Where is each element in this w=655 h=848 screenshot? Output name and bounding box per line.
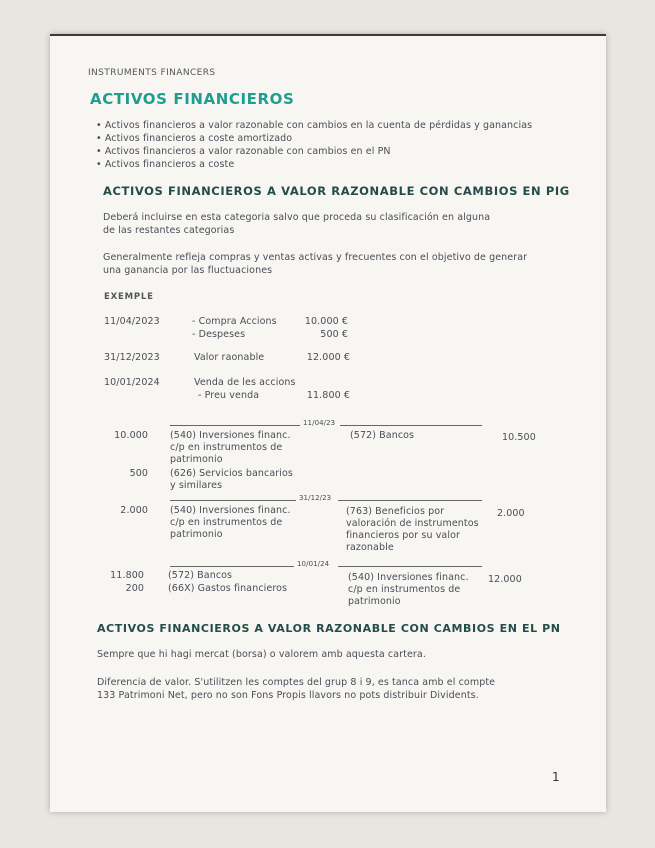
section2-heading: ACTIVOS FINANCIEROS A VALOR RAZONABLE CON CAMBIOS EN EL PN	[97, 622, 561, 635]
event-line-text: - Preu venda	[198, 390, 260, 401]
journal-divider	[170, 500, 296, 501]
credit-account: (572) Bancos	[350, 430, 415, 441]
debit-amount: 500	[129, 468, 148, 479]
debit-account: (540) Inversiones financ. c/p en instrumentos de patrimonio	[170, 430, 291, 465]
list-item: • Activos financieros a valor razonable con cambios en el PN	[96, 146, 391, 157]
credit-amount: 2.000	[497, 508, 525, 519]
example-label: EXEMPLE	[104, 292, 154, 302]
debit-amount: 11.800	[110, 570, 144, 581]
debit-account: (540) Inversiones financ. c/p en instrumentos de patrimonio	[170, 505, 291, 540]
event-line-text: Venda de les accions	[194, 377, 296, 388]
event-date: 31/12/2023	[104, 352, 160, 363]
event-line-amount: 11.800 €	[306, 390, 350, 401]
section2-paragraph2-line2: 133 Patrimoni Net, pero no son Fons Propis llavors no pots distribuir Dividents.	[97, 690, 479, 701]
list-item: • Activos financieros a coste	[96, 159, 235, 170]
credit-account: (540) Inversiones financ. c/p en instrumentos de patrimonio	[348, 572, 469, 607]
debit-account: (66X) Gastos financieros	[168, 583, 288, 594]
journal-divider	[338, 500, 482, 501]
event-line-amount: 12.000 €	[306, 352, 350, 363]
event-line-text: Valor raonable	[194, 352, 265, 363]
list-item: • Activos financieros a coste amortizado	[96, 133, 293, 144]
debit-account: (572) Bancos	[168, 570, 233, 581]
event-line-amount: 10.000 €	[304, 316, 348, 327]
section1-paragraph1-line1: Deberá incluirse en esta categoria salvo que proceda su clasificación en alguna	[103, 212, 491, 223]
debit-amount: 10.000	[114, 430, 148, 441]
section2-paragraph1: Sempre que hi hagi mercat (borsa) o valorem amb aquesta cartera.	[97, 649, 426, 660]
section2-paragraph2-line1: Diferencia de valor. S'utilitzen les comptes del grup 8 i 9, es tanca amb el compte	[97, 677, 496, 688]
event-line-amount: 500 €	[320, 329, 348, 340]
journal-date: 11/04/23	[303, 419, 336, 427]
section1-heading: ACTIVOS FINANCIEROS A VALOR RAZONABLE CON CAMBIOS EN PIG	[103, 184, 570, 198]
event-line-text: - Compra Accions	[192, 316, 277, 327]
section1-paragraph1-line2: de las restantes categorias	[103, 225, 235, 236]
debit-account: (626) Servicios bancarios y similares	[170, 468, 293, 491]
list-item: • Activos financieros a valor razonable con cambios en la cuenta de pérdidas y ganancias	[96, 120, 533, 131]
journal-date: 10/01/24	[297, 560, 330, 568]
credit-account: (763) Beneficios por valoración de instrumentos financieros por su valor razonable	[346, 506, 479, 553]
main-heading: ACTIVOS FINANCIEROS	[90, 90, 295, 108]
journal-divider	[170, 425, 300, 426]
journal-date: 31/12/23	[299, 494, 332, 502]
credit-amount: 10.500	[502, 432, 536, 443]
debit-amount: 2.000	[120, 505, 148, 516]
event-date: 10/01/2024	[104, 377, 160, 388]
section1-paragraph2-line1: Generalmente refleja compras y ventas activas y frecuentes con el objetivo de generar	[103, 252, 528, 263]
journal-divider	[340, 425, 482, 426]
page-number: 1	[552, 770, 560, 784]
event-line-text: - Despeses	[192, 329, 246, 340]
document-title: INSTRUMENTS FINANCERS	[88, 68, 216, 78]
credit-amount: 12.000	[488, 574, 522, 585]
journal-divider	[338, 566, 482, 567]
debit-amount: 200	[125, 583, 144, 594]
journal-divider	[170, 566, 294, 567]
event-date: 11/04/2023	[104, 316, 160, 327]
section1-paragraph2-line2: una ganancia por las fluctuaciones	[103, 265, 273, 276]
